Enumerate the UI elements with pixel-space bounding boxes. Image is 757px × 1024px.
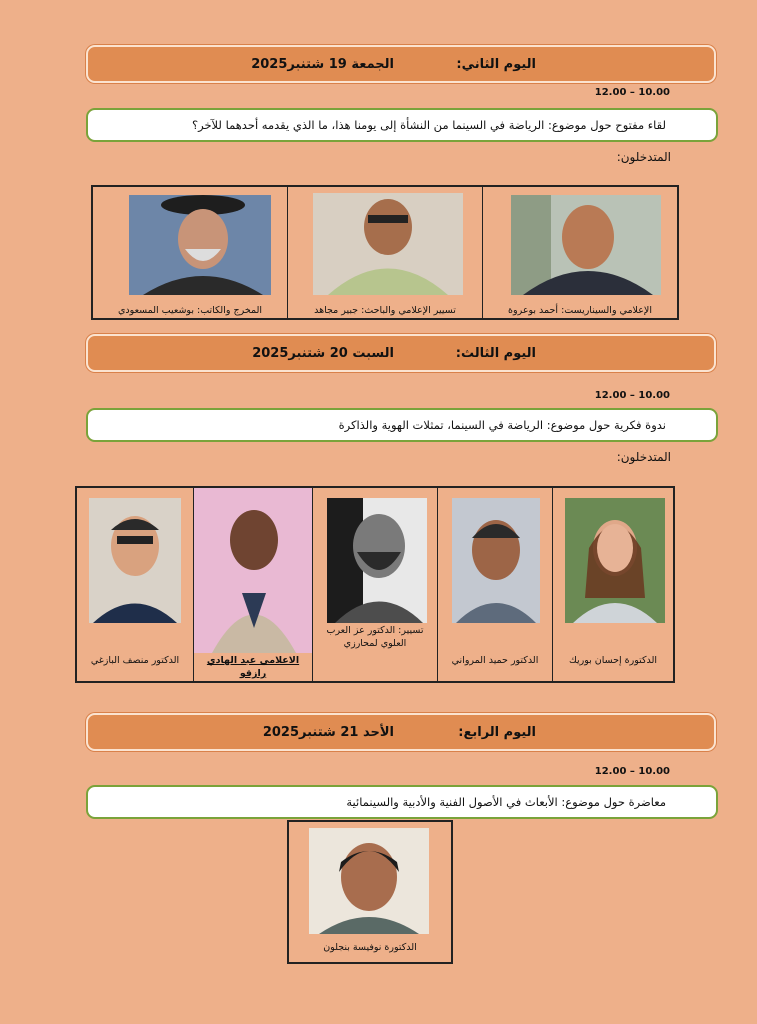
day-two-header bbox=[86, 45, 716, 83]
speaker-name: الدكتورة إحسان بوريك bbox=[568, 655, 658, 666]
session-time: 12.00 – 10.00 bbox=[594, 87, 670, 98]
day-name: اليوم الثاني: bbox=[456, 57, 536, 72]
speaker-cell bbox=[288, 186, 483, 319]
speaker-photo bbox=[438, 488, 552, 653]
speaker-name: الدكتور منصف البازغي bbox=[90, 655, 180, 666]
speakers-table-day-two bbox=[91, 185, 679, 320]
speaker-name: الدكتور حميد المرواني bbox=[451, 655, 539, 666]
session-topic: لقاء مفتوح حول موضوع: الرياضة في السينما من النشأة إلى يومنا هذا، ما الذي يقدمه أحدهما للآخر؟ bbox=[86, 108, 718, 142]
speaker-cell bbox=[438, 487, 553, 682]
session-time: 12.00 – 10.00 bbox=[594, 390, 670, 401]
speaker-photo bbox=[194, 488, 312, 653]
speaker-name: الدكتورة نوفيسة بنجلون bbox=[323, 942, 417, 953]
speakers-table-day-four bbox=[287, 820, 453, 964]
speaker-name: المخرج والكاتب: بوشعيب المسعودي bbox=[118, 305, 262, 316]
day-name: اليوم الرابع: bbox=[458, 725, 536, 740]
speaker-cell bbox=[288, 821, 452, 963]
session-topic: معاضرة حول موضوع: الأبعاث في الأصول الفنية والأدبية والسينمائية bbox=[86, 785, 718, 819]
speaker-name: الإعلامي والسيناريست: أحمد بوعروة bbox=[508, 305, 652, 316]
speaker-photo bbox=[483, 187, 677, 303]
speaker-photo bbox=[289, 822, 451, 940]
speaker-photo bbox=[553, 488, 673, 653]
speaker-name: تسيير الإعلامي والباحث: جبير مجاهد bbox=[314, 305, 456, 316]
speaker-photo bbox=[93, 187, 287, 303]
session-time: 12.00 – 10.00 bbox=[594, 766, 670, 777]
speaker-photo bbox=[288, 187, 482, 303]
day-four-header bbox=[86, 713, 716, 751]
day-date: الجمعة 19 شتنبر2025 bbox=[251, 57, 394, 72]
day-three-header bbox=[86, 334, 716, 372]
speaker-name: الاعلامي عبد الهادي رازقو bbox=[206, 655, 300, 679]
speaker-cell bbox=[313, 487, 438, 682]
day-date: السبت 20 شتنبر2025 bbox=[252, 346, 394, 361]
speaker-cell bbox=[194, 487, 313, 682]
speaker-cell bbox=[483, 186, 679, 319]
speaker-cell bbox=[76, 487, 194, 682]
speaker-name: تسيير: الدكتور عز العرب العلوي لمحارزي bbox=[326, 625, 424, 649]
speaker-photo bbox=[313, 488, 437, 623]
speaker-photo bbox=[77, 488, 193, 653]
speakers-table-day-three bbox=[75, 486, 675, 683]
speakers-label: المتدخلون: bbox=[616, 150, 671, 164]
day-date: الأحد 21 شتنبر2025 bbox=[262, 725, 394, 740]
day-name: اليوم الثالث: bbox=[455, 346, 536, 361]
speaker-cell bbox=[553, 487, 675, 682]
speaker-cell bbox=[92, 186, 288, 319]
session-topic: ندوة فكرية حول موضوع: الرياضة في السينما، تمثلات الهوية والذاكرة bbox=[86, 408, 718, 442]
speakers-label: المتدخلون: bbox=[616, 450, 671, 464]
